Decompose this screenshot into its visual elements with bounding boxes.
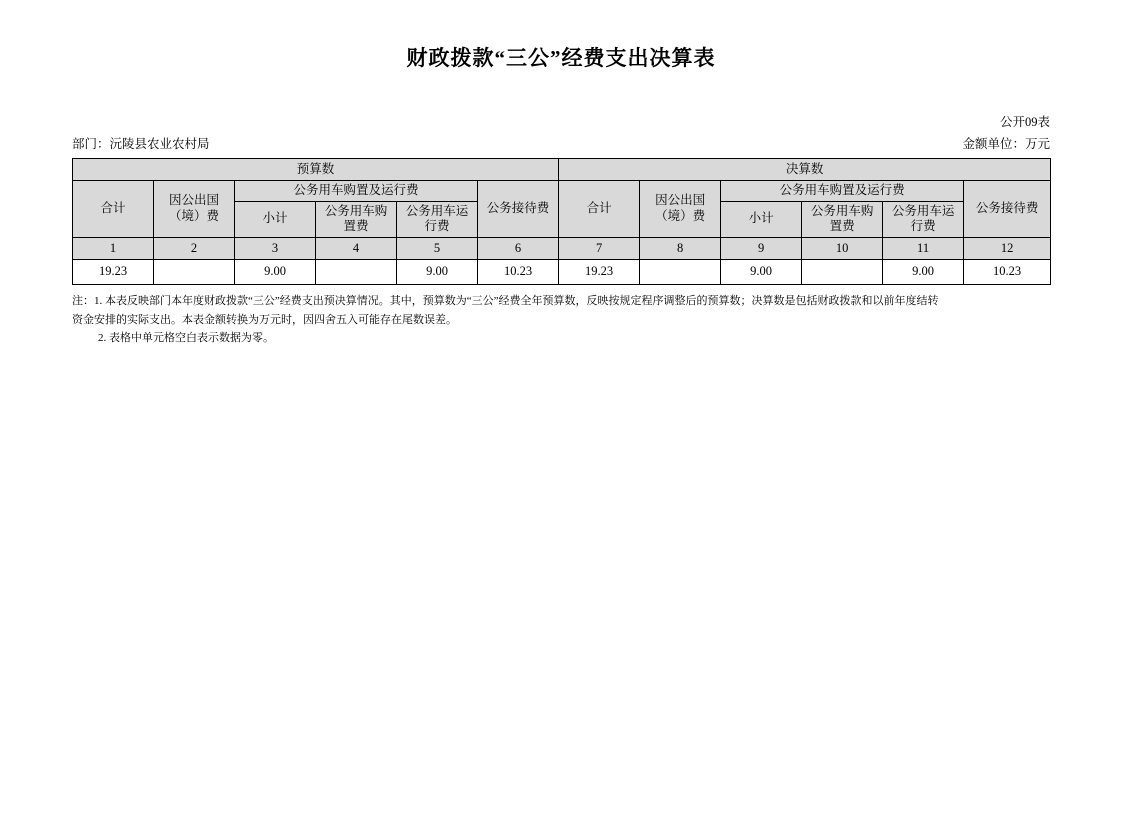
form-code: 公开09表 [999, 115, 1050, 129]
header-final-total: 合计 [559, 181, 640, 238]
header-budget-reception: 公务接待费 [478, 181, 559, 238]
note-line-1: 注：1. 本表反映部门本年度财政拨款“三公”经费支出预决算情况。其中，预算数为“三公”经费全年预算数，反映按规定程序调整后的预算数；决算数是包括财政拨款和以前年度结转 [72, 295, 939, 307]
header-budget-vehicle-subtotal: 小计 [235, 201, 316, 237]
column-number-3: 3 [235, 237, 316, 259]
cell-budget-vehicle-subtotal: 9.00 [235, 259, 316, 284]
column-number-12: 12 [964, 237, 1051, 259]
meta-row [72, 134, 1050, 152]
table-notes [72, 292, 1050, 348]
header-final-reception: 公务接待费 [964, 181, 1051, 238]
cell-final-vehicle-operation: 9.00 [883, 259, 964, 284]
currency-unit-label: 金额单位：万元 [962, 137, 1050, 151]
header-budget-vehicle-purchase: 公务用车购置费 [316, 201, 397, 237]
column-number-row [73, 237, 1051, 259]
cell-final-total: 19.23 [559, 259, 640, 284]
column-number-9: 9 [721, 237, 802, 259]
header-group-row [73, 159, 1051, 181]
header-final-vehicle-purchase: 公务用车购置费 [802, 201, 883, 237]
header-budget-abroad: 因公出国（境）费 [154, 181, 235, 238]
note-line-2: 资金安排的实际支出。本表金额转换为万元时，因四舍五入可能存在尾数误差。 [72, 313, 457, 326]
column-number-6: 6 [478, 237, 559, 259]
header-group-final: 决算数 [559, 159, 1051, 181]
table-row [73, 259, 1051, 284]
header-final-vehicle-group: 公务用车购置及运行费 [721, 181, 964, 202]
column-number-5: 5 [397, 237, 478, 259]
column-number-10: 10 [802, 237, 883, 259]
cell-final-abroad [640, 259, 721, 284]
header-final-abroad: 因公出国（境）费 [640, 181, 721, 238]
cell-final-vehicle-subtotal: 9.00 [721, 259, 802, 284]
header-final-vehicle-subtotal: 小计 [721, 201, 802, 237]
budget-final-accounts-table [72, 158, 1051, 285]
cell-budget-vehicle-operation: 9.00 [397, 259, 478, 284]
column-number-7: 7 [559, 237, 640, 259]
header-final-vehicle-operation: 公务用车运行费 [883, 201, 964, 237]
column-number-11: 11 [883, 237, 964, 259]
header-budget-total: 合计 [73, 181, 154, 238]
header-sub-row-1 [73, 181, 1051, 202]
cell-budget-abroad [154, 259, 235, 284]
note-line-3: 2. 表格中单元格空白表示数据为零。 [98, 332, 274, 345]
table-header [73, 159, 1051, 260]
cell-final-vehicle-purchase [802, 259, 883, 284]
cell-budget-vehicle-purchase [316, 259, 397, 284]
header-group-budget: 预算数 [73, 159, 559, 181]
column-number-4: 4 [316, 237, 397, 259]
header-budget-vehicle-operation: 公务用车运行费 [397, 201, 478, 237]
page-root [0, 42, 1122, 835]
column-number-2: 2 [154, 237, 235, 259]
department-label: 部门：沅陵县农业农村局 [72, 137, 210, 151]
page-title: 财政拨款“三公”经费支出决算表 [406, 46, 716, 70]
column-number-1: 1 [73, 237, 154, 259]
cell-budget-total: 19.23 [73, 259, 154, 284]
cell-final-reception: 10.23 [964, 259, 1051, 284]
cell-budget-reception: 10.23 [478, 259, 559, 284]
table-body [73, 259, 1051, 284]
column-number-8: 8 [640, 237, 721, 259]
header-budget-vehicle-group: 公务用车购置及运行费 [235, 181, 478, 202]
